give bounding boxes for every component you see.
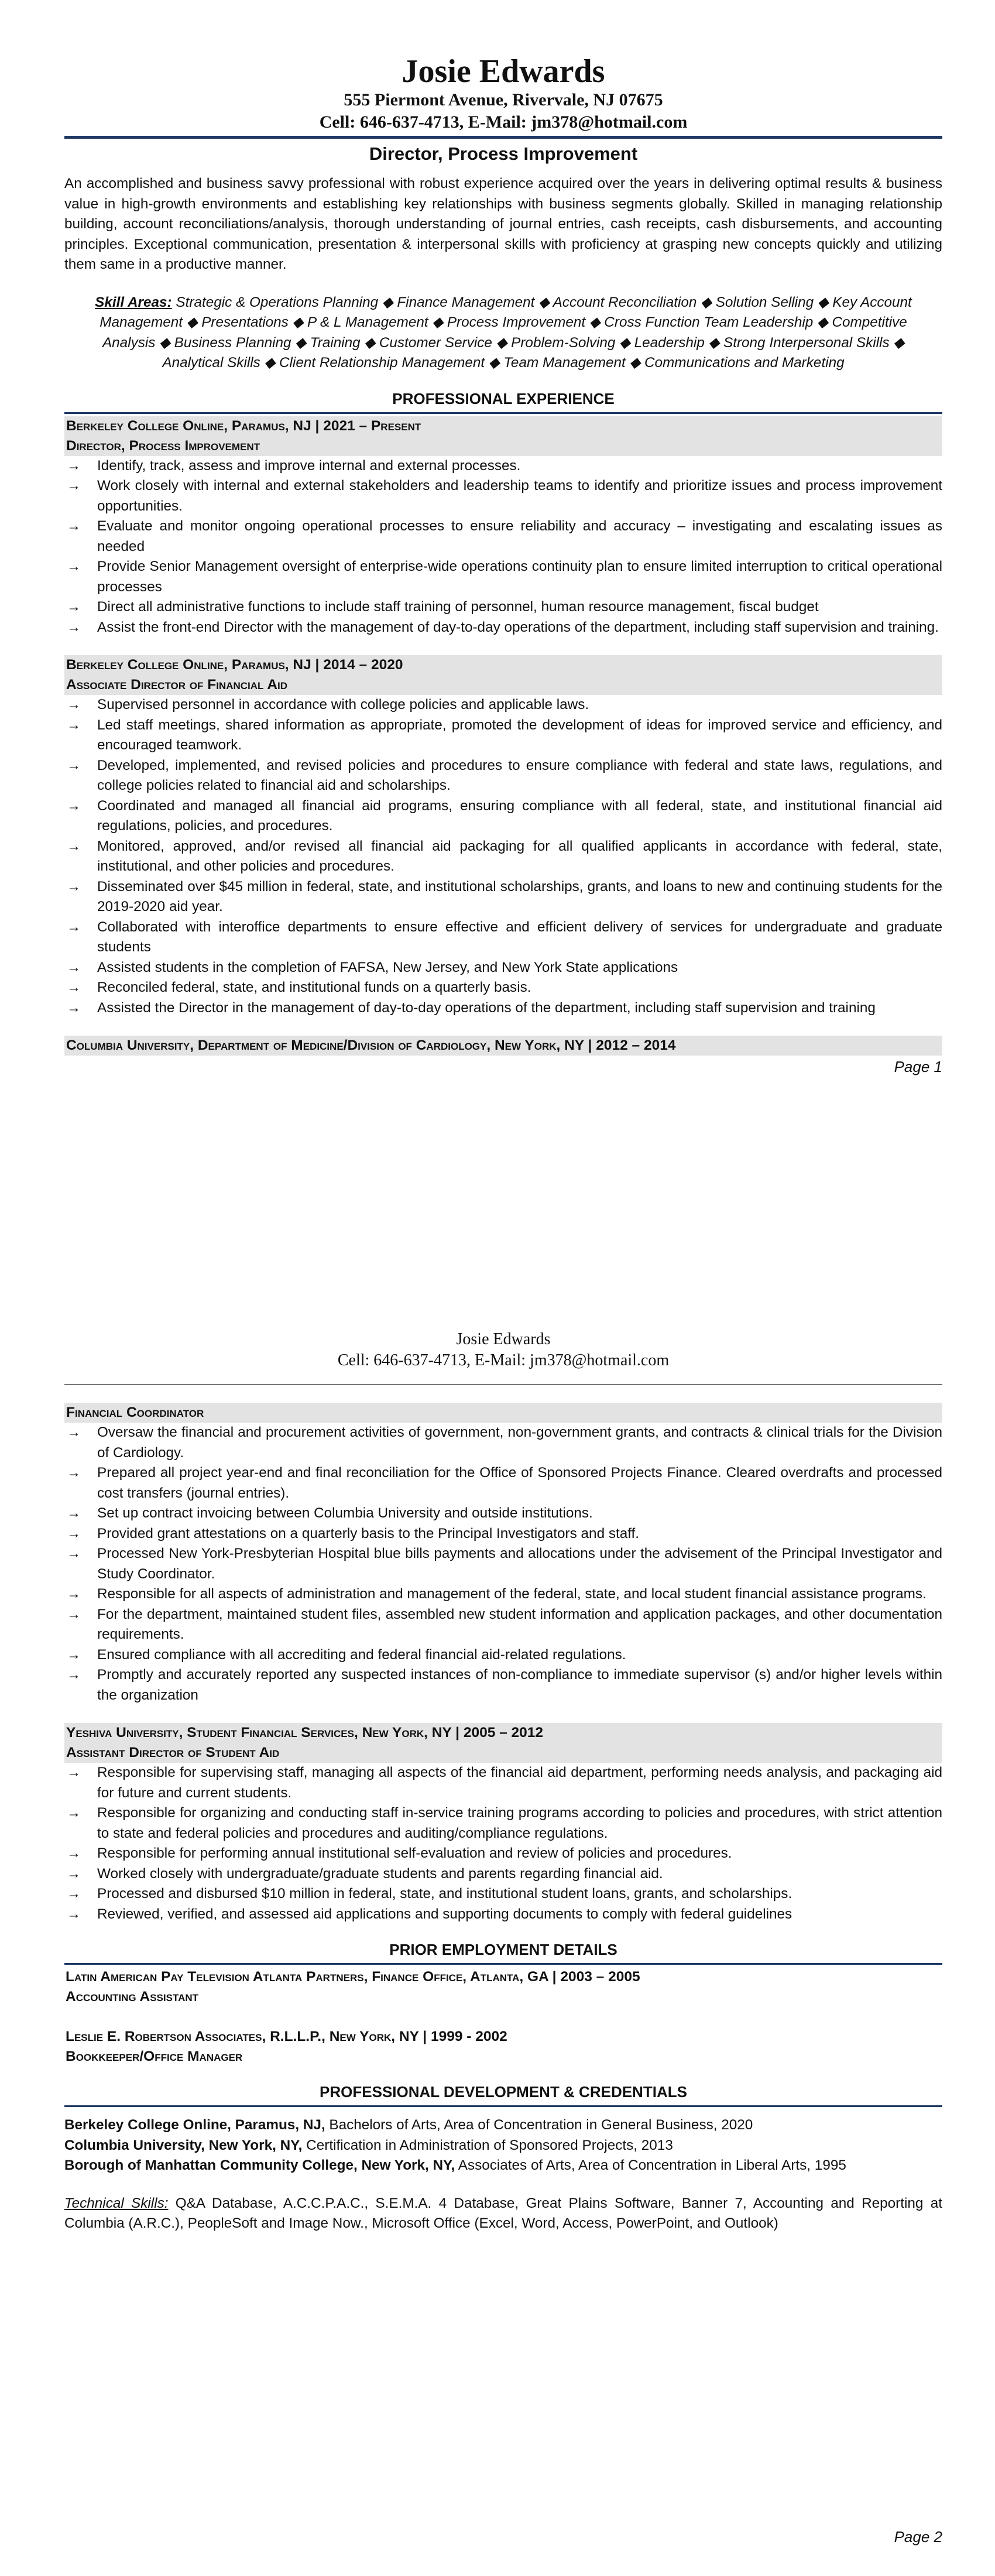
- job-title: Director, Process Improvement: [64, 436, 942, 456]
- arrow-bullet-icon: →: [67, 1646, 81, 1663]
- bullet-item: [64, 597, 942, 618]
- job-organization: Columbia University, Department of Medicine/Division of Cardiology, New York, NY | 2012 – 2014: [64, 1036, 942, 1056]
- job-title: Assistant Director of Student Aid: [64, 1743, 942, 1763]
- prior-job-entry: [64, 2027, 942, 2067]
- arrow-bullet-icon: →: [67, 1546, 81, 1561]
- prior-job-entry: [64, 1967, 942, 2007]
- bullet-item: [64, 1503, 942, 1524]
- arrow-bullet-icon: →: [67, 1465, 81, 1481]
- arrow-bullet-icon: →: [67, 757, 81, 773]
- section-rule: [64, 412, 942, 414]
- bullet-text: Reconciled federal, state, and institutional funds on a quarterly basis.: [97, 979, 531, 995]
- bullet-item: [64, 476, 942, 516]
- education-item: [64, 2115, 942, 2136]
- arrow-bullet-icon: →: [67, 1865, 81, 1882]
- education-detail: Certification in Administration of Sponsored Projects, 2013: [302, 2137, 673, 2153]
- bullet-item: [64, 1645, 942, 1666]
- bullet-text: Processed New York-Presbyterian Hospital blue bills payments and allocations under the advisement of the Principal Investigator and Study Coordinator.: [97, 1546, 942, 1582]
- job-entry: [64, 1723, 942, 1924]
- resume-page-2: [64, 1329, 942, 2547]
- bullet-text: Identify, track, assess and improve internal and external processes.: [97, 457, 521, 474]
- arrow-bullet-icon: →: [67, 959, 81, 975]
- bullet-item: [64, 715, 942, 756]
- technical-skills-label: Technical Skills:: [64, 2195, 169, 2211]
- job-bullets: [64, 456, 942, 638]
- bullet-text: Assisted the Director in the management of day-to-day operations of the department, including staff supervision and training: [97, 999, 876, 1016]
- bullet-text: Disseminated over $45 million in federal, state, and institutional scholarships, grants, and loans to new and continuing students for the 2019-2020 aid year.: [97, 878, 942, 914]
- job-bullets: [64, 1423, 942, 1705]
- bullet-item: [64, 917, 942, 958]
- arrow-bullet-icon: →: [67, 1765, 81, 1780]
- bullet-item: [64, 1524, 942, 1544]
- education-item: [64, 2136, 942, 2156]
- bullet-text: Promptly and accurately reported any suspected instances of non-compliance to immediate supervisor (s) and/or higher levels within the organization: [97, 1667, 942, 1703]
- section-heading-development: PROFESSIONAL DEVELOPMENT & CREDENTIALS: [320, 2083, 687, 2101]
- bullet-text: Responsible for supervising staff, managing all aspects of the financial aid department, performing needs analysis, and packaging aid for future and current students.: [97, 1765, 942, 1801]
- bullet-item: [64, 837, 942, 877]
- arrow-bullet-icon: →: [67, 1805, 81, 1821]
- bullet-text: Led staff meetings, shared information as appropriate, promoted the development of ideas for improved service and efficiency, and encouraged teamwork.: [97, 717, 942, 753]
- bullet-text: Direct all administrative functions to include staff training of personnel, human resource management, fiscal budget: [97, 599, 819, 615]
- arrow-bullet-icon: →: [67, 697, 81, 712]
- bullet-text: Monitored, approved, and/or revised all financial aid packaging for all qualified applicants in accordance with federal, state, institutional, and other policies and procedures.: [97, 838, 942, 874]
- bullet-text: Provided grant attestations on a quarterly basis to the Principal Investigators and staff.: [97, 1525, 640, 1542]
- page-number: Page 1: [894, 1058, 942, 1075]
- candidate-name: Josie Edwards: [402, 53, 605, 90]
- bullet-text: Prepared all project year-end and final reconciliation for the Office of Sponsored Projects Finance. Cleared overdrafts and processed cost transfers (journal entries).: [97, 1465, 942, 1501]
- section-rule: [64, 1963, 942, 1965]
- job-bullets: [64, 695, 942, 1018]
- arrow-bullet-icon: →: [67, 619, 81, 635]
- bullet-item: [64, 796, 942, 837]
- prior-job-organization: Leslie E. Robertson Associates, R.L.L.P., New York, NY | 1999 - 2002: [66, 2029, 507, 2044]
- bullet-text: Supervised personnel in accordance with college policies and applicable laws.: [97, 697, 589, 712]
- bullet-text: Worked closely with undergraduate/graduate students and parents regarding financial aid.: [97, 1865, 663, 1882]
- bullet-item: [64, 1763, 942, 1803]
- bullet-item: [64, 1844, 942, 1864]
- arrow-bullet-icon: →: [67, 478, 81, 494]
- address: 555 Piermont Avenue, Rivervale, NJ 07675: [344, 90, 663, 109]
- arrow-bullet-icon: →: [67, 1845, 81, 1861]
- education-item: [64, 2156, 942, 2176]
- bullet-text: Ensured compliance with all accrediting and federal financial aid-related regulations.: [97, 1646, 626, 1663]
- arrow-bullet-icon: →: [67, 559, 81, 574]
- technical-skills: [64, 2194, 942, 2234]
- arrow-bullet-icon: →: [67, 457, 81, 474]
- job-entry-continued: [64, 1403, 942, 1705]
- education-school: Berkeley College Online, Paramus, NJ,: [64, 2117, 325, 2133]
- education-detail: Bachelors of Arts, Area of Concentration in General Business, 2020: [325, 2117, 753, 2133]
- job-title: Associate Director of Financial Aid: [64, 675, 942, 695]
- bullet-item: [64, 1904, 942, 1925]
- section-rule: [64, 2105, 942, 2107]
- bullet-text: Oversaw the financial and procurement activities of government, non-government grants, and contracts & clinical trials for the Division of Cardiology.: [97, 1424, 942, 1461]
- arrow-bullet-icon: →: [67, 1906, 81, 1922]
- bullet-item: [64, 695, 942, 715]
- bullet-text: Coordinated and managed all financial aid programs, ensuring compliance with all federal, state, and institutional financial aid regulations, policies, and procedures.: [97, 797, 942, 834]
- job-organization: Yeshiva University, Student Financial Services, New York, NY | 2005 – 2012: [64, 1723, 942, 1743]
- bullet-item: [64, 1544, 942, 1584]
- section-heading-experience: PROFESSIONAL EXPERIENCE: [392, 389, 615, 407]
- bullet-item: [64, 1803, 942, 1844]
- bullet-text: Collaborated with interoffice departments to ensure effective and efficient delivery of services for undergraduate and graduate students: [97, 919, 942, 955]
- job-entry: [64, 416, 942, 638]
- job-organization: Berkeley College Online, Paramus, NJ | 2021 – Present: [64, 416, 942, 436]
- header-rule: [64, 1384, 942, 1385]
- bullet-item: [64, 618, 942, 638]
- job-entry: [64, 1036, 942, 1056]
- skill-areas-text: Strategic & Operations Planning ◆ Finance Management ◆ Account Reconciliation ◆ Solution Selling ◆ Key Account Management ◆ Presentations ◆ P & L Management ◆ Process Improvement ◆ Cross Function Team Leadership ◆ Competitive Analysis ◆ Business Planning ◆ Training ◆ Customer Service ◆ Problem-Solving ◆ Leadership ◆ Strong Interpersonal Skills ◆ Analytical Skills ◆ Client Relationship Management ◆ Team Management ◆ Communications and Marketing: [100, 294, 912, 371]
- arrow-bullet-icon: →: [67, 599, 81, 615]
- skill-areas: [64, 293, 942, 374]
- job-entry: [64, 655, 942, 1018]
- job-organization: Berkeley College Online, Paramus, NJ | 2014 – 2020: [64, 655, 942, 675]
- arrow-bullet-icon: →: [67, 999, 81, 1016]
- bullet-item: [64, 1665, 942, 1705]
- bullet-text: Set up contract invoicing between Columbia University and outside institutions.: [97, 1505, 593, 1521]
- arrow-bullet-icon: →: [67, 979, 81, 995]
- bullet-item: [64, 1584, 942, 1605]
- arrow-bullet-icon: →: [67, 878, 81, 895]
- bullet-item: [64, 998, 942, 1019]
- bullet-item: [64, 1423, 942, 1463]
- prior-job-title: Bookkeeper/Office Manager: [66, 2049, 243, 2064]
- bullet-text: Work closely with internal and external stakeholders and leadership teams to identify and prioritize issues and process improvement opportunities.: [97, 478, 942, 514]
- prior-job-organization: Latin American Pay Television Atlanta Partners, Finance Office, Atlanta, GA | 2003 – 2005: [66, 1969, 640, 1985]
- arrow-bullet-icon: →: [67, 1606, 81, 1622]
- resume-page-1: [64, 54, 942, 1272]
- bullet-item: [64, 958, 942, 978]
- arrow-bullet-icon: →: [67, 797, 81, 814]
- bullet-text: Developed, implemented, and revised policies and procedures to ensure compliance with federal and state laws, regulations, and college policies related to financial aid and scholarships.: [97, 757, 942, 793]
- bullet-text: Responsible for all aspects of administration and management of the federal, state, and local student financial assistance programs.: [97, 1586, 927, 1602]
- bullet-item: [64, 1884, 942, 1904]
- bullet-text: Responsible for organizing and conducting staff in-service training programs according to policies and procedures, with strict attention to state and federal policies and procedures and auditing/compliance regulations.: [97, 1805, 942, 1841]
- arrow-bullet-icon: →: [67, 1505, 81, 1521]
- bullet-item: [64, 557, 942, 597]
- bullet-text: Assisted students in the completion of FAFSA, New Jersey, and New York State applications: [97, 959, 678, 975]
- arrow-bullet-icon: →: [67, 717, 81, 733]
- bullet-item: [64, 516, 942, 557]
- candidate-name-repeat: Josie Edwards: [456, 1330, 551, 1348]
- bullet-item: [64, 978, 942, 998]
- technical-skills-text: Q&A Database, A.C.C.P.A.C., S.E.M.A. 4 Database, Great Plains Software, Banner 7, Accounting and Reporting at Columbia (A.R.C.), PeopleSoft and Image Now., Microsoft Office (Excel, Word, Access, PowerPoint, and Outlook): [64, 2195, 942, 2231]
- arrow-bullet-icon: →: [67, 919, 81, 935]
- contact-line-repeat: Cell: 646-637-4713, E-Mail: jm378@hotmail.com: [337, 1351, 670, 1369]
- bullet-text: For the department, maintained student files, assembled new student information and application packages, and other documentation requirements.: [97, 1606, 942, 1642]
- arrow-bullet-icon: →: [67, 1525, 81, 1542]
- bullet-text: Evaluate and monitor ongoing operational processes to ensure reliability and accuracy – investigating and escalating issues as needed: [97, 518, 942, 554]
- bullet-item: [64, 456, 942, 477]
- arrow-bullet-icon: →: [67, 1586, 81, 1602]
- bullet-item: [64, 877, 942, 917]
- contact-line: Cell: 646-637-4713, E-Mail: jm378@hotmail.com: [319, 112, 688, 132]
- bullet-text: Assist the front-end Director with the management of day-to-day operations of the department, including staff supervision and training.: [97, 619, 939, 635]
- bullet-text: Reviewed, verified, and assessed aid applications and supporting documents to comply with federal guidelines: [97, 1906, 792, 1922]
- bullet-text: Processed and disbursed $10 million in federal, state, and institutional student loans, grants, and scholarships.: [97, 1886, 792, 1902]
- arrow-bullet-icon: →: [67, 838, 81, 854]
- arrow-bullet-icon: →: [67, 518, 81, 534]
- bullet-item: [64, 1864, 942, 1885]
- bullet-item: [64, 1463, 942, 1503]
- job-title: Financial Coordinator: [64, 1403, 942, 1423]
- target-title: Director, Process Improvement: [369, 143, 638, 164]
- bullet-text: Provide Senior Management oversight of enterprise-wide operations continuity plan to ensure limited interruption to critical operational processes: [97, 559, 942, 595]
- arrow-bullet-icon: →: [67, 1667, 81, 1683]
- section-heading-prior: PRIOR EMPLOYMENT DETAILS: [389, 1941, 617, 1958]
- prior-job-title: Accounting Assistant: [66, 1989, 199, 2005]
- arrow-bullet-icon: →: [67, 1424, 81, 1440]
- education-school: Columbia University, New York, NY,: [64, 2137, 303, 2153]
- bullet-item: [64, 756, 942, 796]
- arrow-bullet-icon: →: [67, 1886, 81, 1902]
- page-number: Page 2: [894, 2528, 942, 2546]
- header-rule: [64, 136, 942, 139]
- bullet-item: [64, 1605, 942, 1645]
- education-detail: Associates of Arts, Area of Concentration in Liberal Arts, 1995: [455, 2157, 846, 2173]
- summary-paragraph: An accomplished and business savvy professional with robust experience acquired over the years in delivering optimal results & business value in high-growth environments and establishing key relationships with business segments globally. Skilled in managing relationship building, account reconciliations/analysis, thorough understanding of journal entries, cash receipts, cash disbursements, and accounting principles. Exceptional communication, presentation & interpersonal skills with proficiency at grasping new concepts quickly and utilizing them same in a productive manner.: [64, 176, 942, 272]
- job-bullets: [64, 1763, 942, 1924]
- skill-areas-label: Skill Areas:: [95, 294, 172, 310]
- education-list: [64, 2115, 942, 2176]
- bullet-text: Responsible for performing annual institutional self-evaluation and review of policies and procedures.: [97, 1845, 732, 1861]
- education-school: Borough of Manhattan Community College, New York, NY,: [64, 2157, 455, 2173]
